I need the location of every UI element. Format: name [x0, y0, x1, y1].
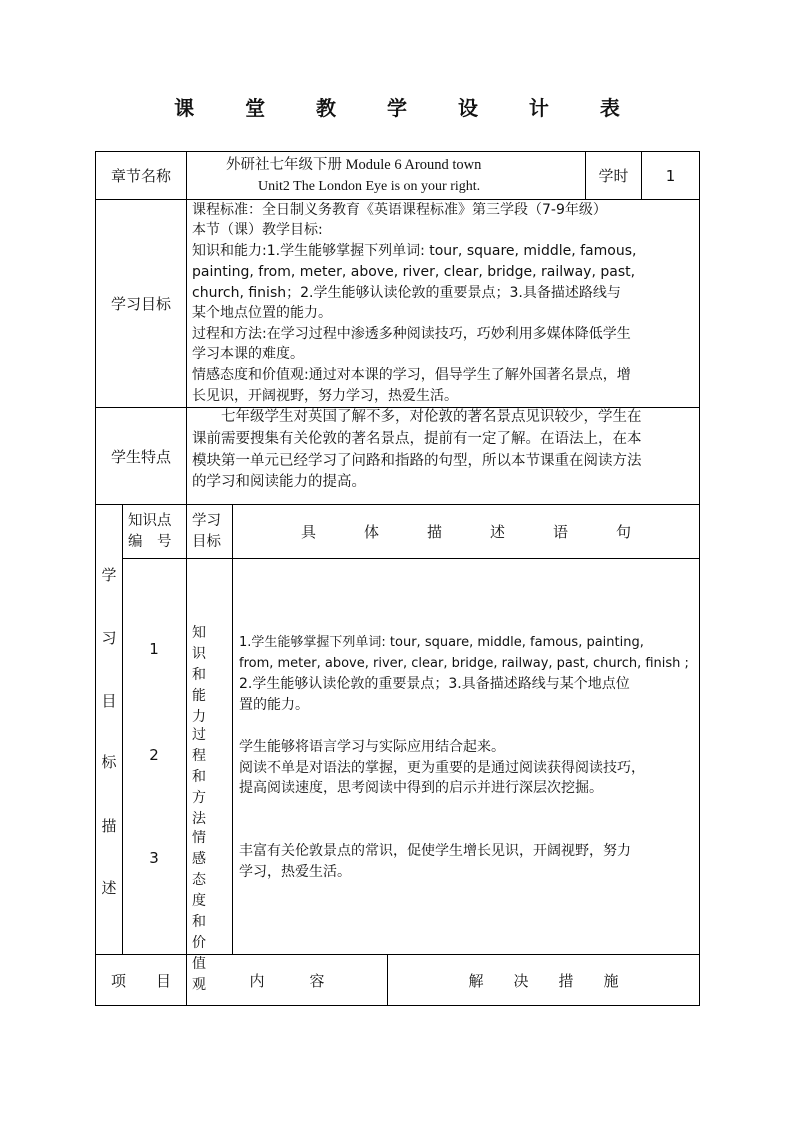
objectives-line: 情感态度和价值观:通过对本课的学习，倡导学生了解外国著名景点，增 — [192, 367, 631, 383]
description-line: 1.学生能够掌握下列单词: tour, square, middle, famous, painting, — [239, 635, 644, 650]
description-line: 置的能力。 — [239, 696, 309, 713]
students-line: 模块第一单元已经学习了问路和指路的句型，所以本节课重在阅读方法 — [192, 453, 642, 469]
chapter-title-line2: Unit2 The London Eye is on your right. — [258, 179, 481, 194]
knowledge-number: 3 — [149, 849, 159, 867]
goal-col-header-line2: 目标 — [192, 534, 221, 550]
side-label-char: 述 — [101, 879, 117, 897]
goal-category-line: 和价 — [192, 914, 213, 951]
side-label-char: 学 — [101, 566, 117, 584]
students-line: 的学习和阅读能力的提高。 — [192, 474, 366, 490]
objectives-line: painting, from, meter, above, river, clear, bridge, railway, past, — [192, 264, 636, 280]
chapter-title-line1: 外研社七年级下册 Module 6 Around town — [226, 157, 482, 173]
goal-category — [192, 725, 230, 830]
description-col-header: 具体描述语句 — [300, 523, 679, 541]
objectives-line: 学习本课的难度。 — [192, 346, 304, 362]
objectives-line: 长见识，开阔视野，努力学习，热爱生活。 — [192, 388, 458, 404]
objectives-label: 学习目标 — [110, 295, 171, 313]
side-label-char: 习 — [101, 629, 117, 647]
goal-category — [192, 623, 230, 728]
objectives-line: church, finish；2.学生能够认读伦敦的重要景点；3.具备描述路线与 — [192, 285, 621, 301]
hours-value: 1 — [665, 166, 676, 185]
goal-category-line: 值观 — [192, 956, 213, 993]
goal-category-line: 态度 — [192, 872, 213, 909]
knowledge-col-header-line2: 编 号 — [128, 534, 172, 550]
students-label: 学生特点 — [110, 447, 171, 466]
objectives-line: 课程标准：全日制义务教育《英语课程标准》第三学段（7-9年级） — [192, 202, 607, 218]
objectives-line: 某个地点位置的能力。 — [192, 305, 332, 321]
description-row — [239, 633, 689, 715]
description-line: 学习，热爱生活。 — [239, 863, 351, 880]
footer-measures-header: 解 决 措 施 — [468, 971, 619, 990]
knowledge-col-header-line1: 知识点 — [128, 513, 172, 529]
goal-category-line: 和方 — [192, 769, 213, 806]
goal-category-line: 过程 — [192, 727, 213, 764]
knowledge-number: 2 — [149, 746, 159, 764]
goal-category-line: 情感 — [192, 830, 213, 867]
objectives-line: 本节（课）教学目标: — [192, 222, 323, 238]
description-row — [239, 737, 689, 799]
objectives-line: 过程和方法:在学习过程中渗透多种阅读技巧，巧妙利用多媒体降低学生 — [192, 326, 631, 342]
description-row — [239, 841, 689, 882]
side-label-char: 目 — [101, 692, 117, 710]
footer-item-header: 项 目 — [110, 971, 171, 990]
side-label-char: 标 — [101, 753, 117, 771]
description-line: from, meter, above, river, clear, bridge, railway, past, church, finish ; — [239, 655, 689, 671]
description-line: 丰富有关伦敦景点的常识，促使学生增长见识，开阔视野，努力 — [239, 843, 631, 859]
footer-content-header: 内 容 — [249, 971, 325, 990]
goal-category-line: 知识 — [192, 625, 213, 662]
goal-col-header-line1: 学习 — [192, 513, 221, 529]
description-line: 阅读不单是对语法的掌握，更为重要的是通过阅读获得阅读技巧， — [239, 759, 645, 776]
knowledge-number: 1 — [149, 640, 159, 658]
description-line: 学生能够将语言学习与实际应用结合起来。 — [239, 739, 505, 755]
side-label-char: 描 — [101, 817, 117, 835]
goal-category-line: 力 — [192, 709, 213, 725]
hours-label: 学时 — [598, 167, 629, 185]
chapter-label: 章节名称 — [110, 167, 171, 185]
page-title: 课 堂 教 学 设 计 表 — [174, 96, 642, 120]
goal-category-line: 法 — [192, 811, 213, 827]
students-line: 课前需要搜集有关伦敦的著名景点，提前有一定了解。在语法上，在本 — [192, 431, 642, 447]
goal-category-line: 和能 — [192, 667, 213, 704]
description-line: 提高阅读速度，思考阅读中得到的启示并进行深层次挖掘。 — [239, 780, 603, 796]
students-line: 七年级学生对英国了解不多，对伦敦的著名景点见识较少，学生在 — [192, 409, 642, 425]
description-line: 2.学生能够认读伦敦的重要景点；3.具备描述路线与某个地点位 — [239, 676, 630, 692]
objectives-line: 知识和能力:1.学生能够掌握下列单词: tour, square, middle, famous, — [192, 243, 637, 259]
